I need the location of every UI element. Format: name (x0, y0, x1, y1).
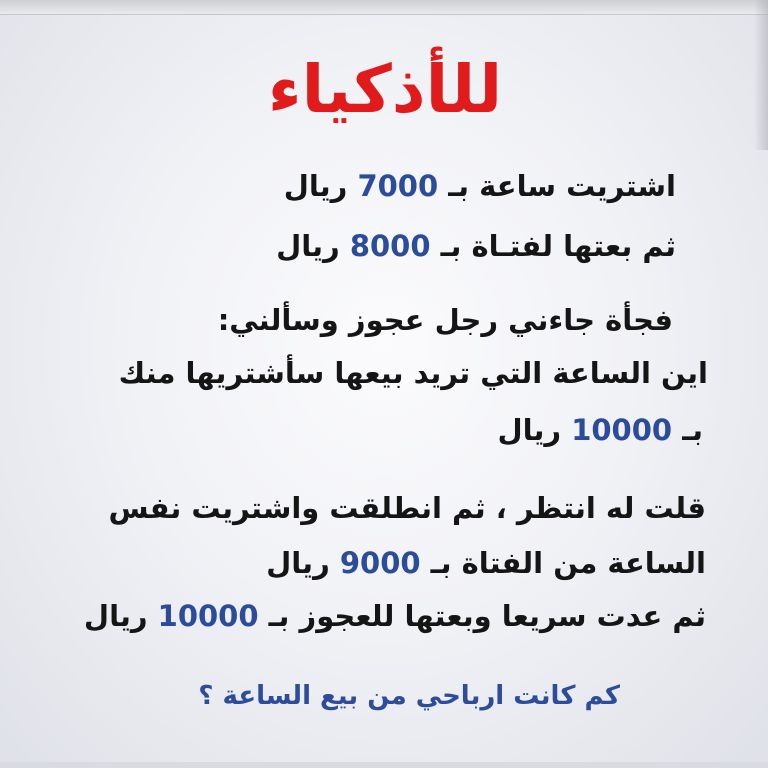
text-line-5-pre: بـ (672, 413, 703, 447)
text-line-5-post: ريال (497, 413, 572, 447)
text-line-4: اين الساعة التي تريد بيعها سأشتريها منك (118, 356, 708, 390)
right-shadow (754, 0, 768, 150)
text-line-2-post: ريال (276, 229, 350, 263)
text-line-2 (276, 226, 676, 266)
text-line-8-pre: ثم عدت سريعا وبعتها للعجوز بـ (258, 599, 706, 633)
price-8000: 8000 (349, 229, 431, 263)
price-10000-a: 10000 (571, 413, 673, 447)
text-line-6: قلت له انتظر ، ثم انطلقت واشتريت نفس (108, 491, 706, 525)
text-line-7-pre: الساعة من الفتاة بـ (420, 546, 706, 580)
text-line-1 (284, 166, 676, 206)
text-line-8 (84, 596, 706, 636)
text-line-1-pre: اشتريت ساعة بـ (438, 169, 676, 203)
text-line-3: فجأة جاءني رجل عجوز وسألني: (217, 303, 673, 337)
price-9000: 9000 (339, 546, 421, 580)
price-7000: 7000 (357, 169, 439, 203)
page-title: للأذكياء (267, 51, 503, 128)
text-line-1-post: ريال (283, 169, 358, 203)
bottom-edge (0, 762, 768, 768)
text-line-5 (497, 410, 703, 450)
top-edge (0, 0, 768, 15)
text-line-2-pre: ثم بعتها لفتـاة بـ (430, 229, 676, 263)
text-line-7 (266, 543, 706, 583)
question-line: كم كانت ارباحي من بيع الساعة ؟ (198, 681, 620, 711)
text-line-8-post: ريال (83, 599, 158, 633)
text-line-7-post: ريال (266, 546, 340, 580)
price-10000-b: 10000 (157, 599, 259, 633)
